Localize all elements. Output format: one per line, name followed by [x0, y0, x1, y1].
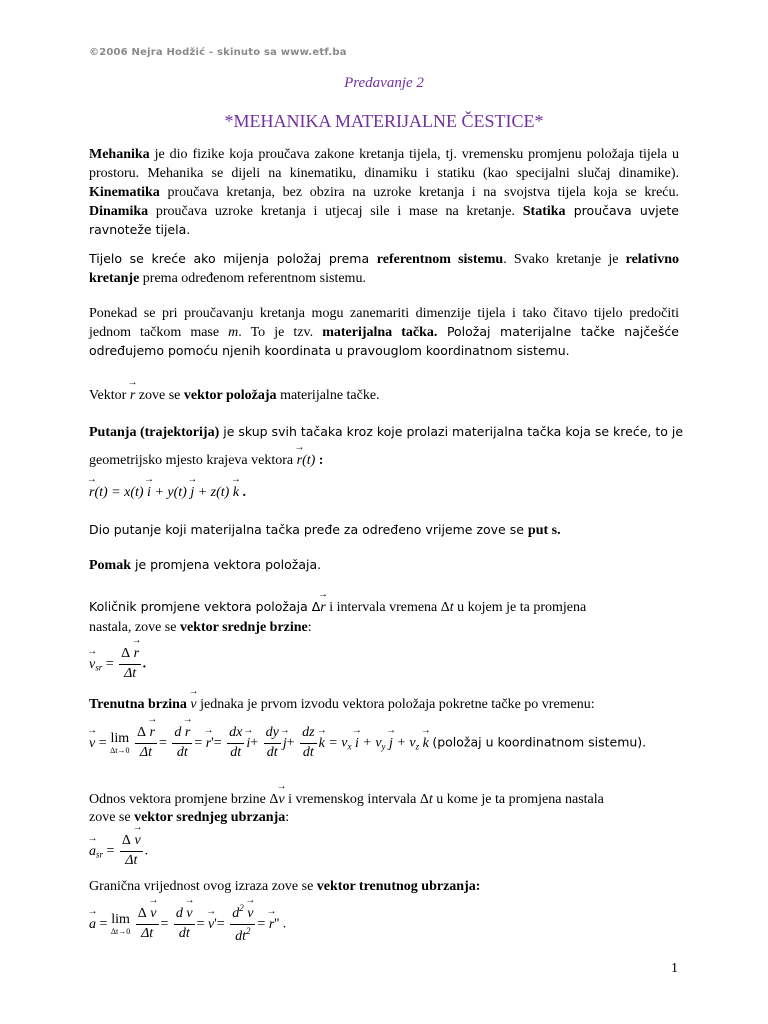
vector-a: → a — [89, 916, 96, 935]
equation-instant-acceleration: → a = lim Δt→0 $\frac{\Delta \to v}{\Delta t}$ = $\frac{d \to v}{dt}$ = → v'= $\frac{d^2 \to v}{dt^2}$ = → r'' . — [89, 902, 286, 947]
paragraph-reference-system — [89, 251, 679, 289]
text: : — [285, 810, 290, 825]
vector-r: → r — [297, 452, 302, 471]
text: . — [239, 485, 247, 500]
text: Količnik promjene vektora položaja Δ — [89, 599, 321, 614]
fraction: $\frac{\Delta \to r}{\Delta t}$ — [119, 645, 141, 684]
symbol-m: m — [228, 324, 239, 340]
term-vektor-srednjeg-ubrzanja: vektor srednjeg ubrzanja — [134, 810, 286, 825]
text: materijalne tačke. — [276, 388, 380, 403]
text: proučava uvjete ravnoteže tijela. — [89, 202, 679, 237]
equation-average-velocity: → $v_{sr}$ = $\frac{\Delta \to r}{\Delta t}$ . — [89, 645, 147, 684]
term-mehanika: Mehanika — [89, 147, 150, 162]
text: : — [307, 620, 312, 635]
denominator: Δt — [124, 665, 137, 681]
term-trenutna-brzina: Trenutna brzina — [89, 697, 187, 712]
text: Granična vrijednost ovog izraza zove se — [89, 879, 317, 894]
text: Odnos vektora promjene brzine Δ — [89, 792, 279, 807]
term-vektor-polozaja: vektor položaja — [183, 388, 277, 403]
text: je promjena vektora položaja. — [131, 557, 322, 572]
fraction: $\frac{d^2 \to v}{dt^2}$ — [230, 902, 255, 947]
text: i intervala vremena Δ — [325, 600, 450, 615]
text: i vremenskog intervala Δ — [284, 792, 429, 807]
term-statika: Statika — [522, 203, 566, 219]
fraction: $\frac{\Delta \to v}{\Delta t}$ — [120, 832, 143, 871]
copyright-note: ©2006 Nejra Hodžić - skinuto sa www.etf.ba — [89, 47, 347, 58]
subscript: sr — [95, 662, 103, 673]
vector-v: → v — [134, 832, 140, 851]
vector-r: → r — [134, 645, 139, 664]
vector-r: → r — [206, 735, 211, 754]
text: Ponekad se pri proučavanju kretanja mogu zanemariti dimenzije tijela i tako čitavo tijelo predočiti jednom tačkom mase — [89, 306, 679, 340]
text: jednaka je prvom izvodu vektora položaja pokretne tačke po vremenu: — [196, 697, 595, 712]
text: + y(t) — [150, 485, 187, 500]
lecture-label: Predavanje 2 — [344, 75, 424, 91]
page-number: 1 — [671, 961, 678, 976]
text: zove se — [89, 810, 135, 825]
text: . — [143, 656, 147, 672]
paragraph-trajectory — [89, 424, 689, 443]
paragraph-trajectory-line2 — [89, 452, 679, 471]
text: + z(t) — [194, 485, 230, 500]
equation-average-acceleration: → $a_{sr}$ = $\frac{\Delta \to v}{\Delta t}$ . — [89, 832, 148, 871]
vector-a: → a — [89, 843, 96, 862]
paragraph-displacement — [89, 557, 679, 576]
vector-r: → r — [320, 599, 325, 618]
vector-v: → v — [190, 696, 196, 715]
term-relativno-kretanje: relativno kretanje — [89, 252, 680, 286]
term-vektor-srednje-brzine: vektor srednje brzine — [179, 620, 308, 635]
paragraph-average-acceleration — [89, 791, 679, 810]
text: Tijelo se kreće ako mijenja položaj prema — [89, 251, 377, 266]
page-title: *MEHANIKA MATERIJALNE ČESTICE* — [224, 111, 544, 131]
term-putanja: Putanja (trajektorija) — [89, 425, 220, 440]
limit: lim Δt→0 — [110, 730, 130, 756]
paragraph-path — [89, 522, 679, 541]
equation-trajectory — [89, 484, 246, 503]
text: s. — [548, 523, 561, 538]
text: geometrijsko mjesto krajeva vektora — [89, 453, 297, 468]
text: je skup svih tačaka kroz koje prolazi materijalna tačka koja se kreće, to je — [219, 424, 684, 439]
paragraph-material-point — [89, 305, 679, 362]
vector-v: → v — [208, 916, 214, 935]
text: zove se — [135, 388, 184, 403]
paragraph-instant-velocity — [89, 696, 679, 715]
vector-r: → r — [269, 916, 274, 935]
fraction: $\frac{\Delta \to r}{\Delta t}$ — [135, 724, 157, 763]
unit-vector-k: → k — [233, 484, 239, 503]
equation-instant-velocity: → v = lim Δt→0 $\frac{\Delta \to r}{\Delta t}$ = $\frac{d \to r}{dt}$ = → r'= $\frac{dx}{dt}$ → i+ $\frac{dy}{dt}$ → j+ $\frac{dz}{dt}$ → $k = v_x \to i + v_y \to j + v_z \to k$ (položaj u koordinatnom sistemu). — [89, 724, 646, 763]
note: (položaj u koordinatnom sistemu). — [432, 734, 647, 750]
term-referentni-sistem: referentnom sistemu — [376, 252, 504, 267]
unit-vector-i: → i — [147, 484, 151, 503]
unit-vector-j: → j — [190, 484, 194, 503]
symbol-t: t — [428, 792, 433, 807]
term-put: put — [527, 523, 549, 538]
text: (t) = x(t) — [94, 485, 144, 500]
text: proučava kretanja, bez obzira na uzroke kretanja i na svojstva tijela koja se kreću. — [159, 184, 679, 200]
vector-r: → r — [89, 484, 94, 503]
vector-v: → v — [89, 656, 95, 675]
symbol-t: t — [449, 600, 454, 615]
paragraph-average-velocity — [89, 599, 679, 618]
text: nastala, zove se — [89, 620, 180, 635]
fraction: $\frac{dz}{dt}$ — [302, 725, 315, 760]
fraction: $\frac{dy}{dt}$ — [265, 725, 279, 760]
text: Vektor — [89, 388, 130, 403]
text: je dio fizike koja proučava zakone kretanja tijela, tj. vremensku promjenu položaja tijela u prostoru. Mehanika se dijeli na kinematiku, dinamiku i statiku (kao specijalni slučaj dinamike). — [89, 147, 679, 181]
vector-v: → v — [89, 735, 95, 754]
paragraph-average-acceleration-line2 — [89, 809, 679, 828]
text: u kome je ta promjena nastala — [432, 792, 604, 807]
paragraph-position-vector — [89, 387, 679, 406]
text: prema određenom referentnom sistemu. — [139, 270, 366, 286]
text: . To je tzv. — [238, 324, 323, 340]
text: Položaj materijalne tačke najčešće određujemo pomoću njenih koordinata u pravouglom koordinatnom sistemu. — [89, 323, 679, 358]
vector-r: → r — [130, 387, 135, 406]
text: proučava uzroke kretanja i utjecaj sile i mase na kretanje. — [148, 203, 523, 219]
text: u kojem je ta promjena — [453, 600, 587, 615]
text: . Svako kretanje je — [503, 252, 626, 267]
term-kinematika: Kinematika — [89, 184, 160, 200]
text: Dio putanje koji materijalna tačka pređe za određeno vrijeme zove se — [89, 522, 528, 537]
subscript: sr — [96, 849, 104, 860]
fraction: $\frac{\Delta \to v}{\Delta t}$ — [136, 905, 159, 944]
paragraph-average-velocity-line2 — [89, 619, 679, 638]
term-dinamika: Dinamika — [89, 203, 149, 219]
fraction: $\frac{d \to v}{dt}$ — [174, 905, 195, 944]
term-materijalna-tacka: materijalna tačka. — [322, 324, 438, 340]
term-pomak: Pomak — [89, 558, 131, 573]
term-vektor-trenutnog-ubrzanja: vektor trenutnog ubrzanja: — [316, 879, 481, 894]
paragraph-instant-acceleration — [89, 878, 679, 897]
vector-v: → v — [278, 791, 284, 810]
text: (t) — [302, 453, 316, 468]
text: : — [315, 453, 324, 468]
limit: lim Δt→0 — [110, 911, 131, 937]
paragraph-mechanics — [89, 146, 679, 240]
fraction: $\frac{d \to r}{dt}$ — [172, 724, 192, 763]
fraction: $\frac{dx}{dt}$ — [229, 725, 243, 760]
